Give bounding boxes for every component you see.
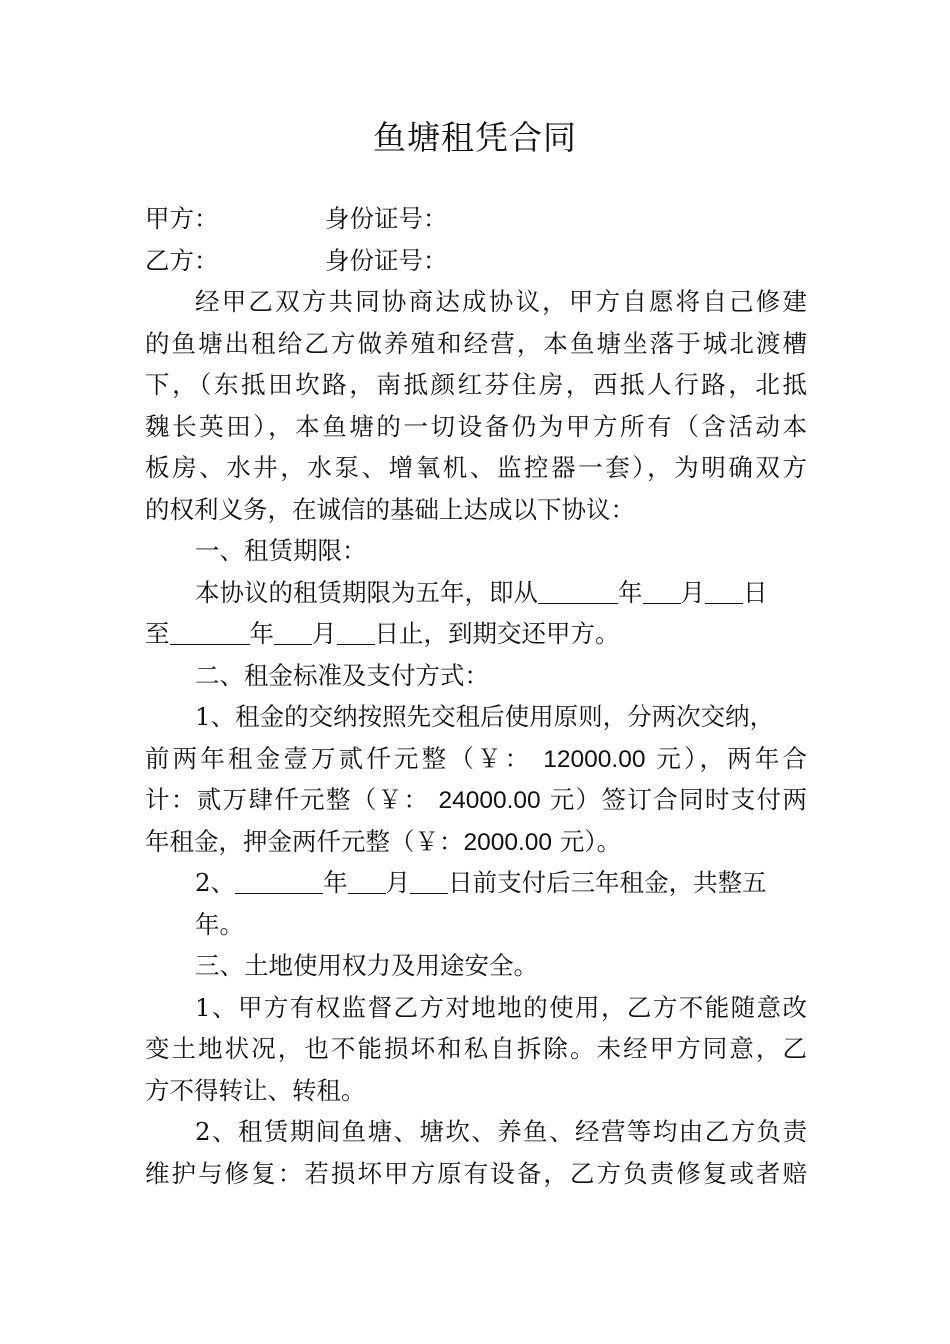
intro-line: 下，（东抵田坎路，南抵颜红芬住房，西抵人行路，北抵: [145, 370, 807, 399]
party-b-label: 乙方：: [145, 245, 219, 275]
intro-line: 的权利义务，在诚信的基础上达成以下协议：: [145, 494, 635, 524]
document-title: 鱼塘租凭合同: [373, 118, 577, 157]
lease-term-line-1: [145, 572, 807, 614]
start-year-blank[interactable]: [538, 579, 618, 604]
total-rent-amount: 24000.00: [438, 787, 541, 814]
deposit-amount: 2000.00: [463, 828, 553, 856]
end-year-blank[interactable]: [170, 620, 250, 645]
payment-month-blank[interactable]: [348, 869, 386, 894]
lease-term-suffix: 日止，到期交还甲方。: [374, 619, 620, 648]
start-day-blank[interactable]: [705, 579, 743, 604]
section-3-heading: 三、土地使用权力及用途安全。: [195, 951, 538, 980]
year-label: 年: [249, 619, 274, 648]
land-use-item-1-line: 1、甲方有权监督乙方对地地的使用，乙方不能随意改: [195, 992, 807, 1022]
payment-year-blank[interactable]: [235, 869, 323, 894]
month-label: 月: [680, 577, 705, 607]
lease-term-to: 至: [145, 619, 170, 648]
intro-line: 经甲乙双方共同协商达成协议，甲方自愿将自己修建: [195, 287, 807, 316]
section-1-heading: 一、租赁期限：: [195, 536, 367, 565]
rent-item-2-text: 日前支付后三年租金，共整五: [448, 868, 767, 897]
party-a-label: 甲方：: [145, 204, 219, 233]
land-use-item-1-line: 方不得转让、转租。: [145, 1075, 366, 1105]
document-body: [145, 198, 807, 1194]
rent-item-1-line: [145, 779, 807, 821]
land-use-item-2-line: 维护与修复：若损坏甲方原有设备，乙方负责修复或者赔: [145, 1158, 807, 1188]
party-b-row: [145, 240, 807, 282]
year-label: 年: [618, 577, 643, 607]
end-month-blank[interactable]: [274, 620, 312, 645]
rent-item-1-line: [145, 821, 807, 863]
rent-amount: 12000.00: [543, 745, 646, 773]
rent-text: 元），两年合: [656, 743, 807, 773]
rent-text: 年租金，押金两仟元整（￥：: [145, 826, 464, 856]
start-month-blank[interactable]: [643, 579, 681, 604]
land-use-item-2-line: 2、租赁期间鱼塘、塘坎、养鱼、经营等均由乙方负责: [195, 1117, 807, 1146]
month-label: 月: [385, 868, 411, 897]
rent-item-2-line: [145, 862, 807, 904]
end-day-blank[interactable]: [337, 620, 375, 645]
party-b-id-label: 身份证号：: [325, 245, 448, 275]
lease-term-line-2: [145, 613, 807, 655]
rent-item-1-line: 1、租金的交纳按照先交租后使用原则，分两次交纳，: [195, 702, 775, 731]
payment-day-blank[interactable]: [410, 869, 448, 894]
rent-item-2-line: 年。: [195, 909, 244, 939]
land-use-item-1-line: 变土地状况，也不能损坏和私自拆除。未经甲方同意，乙: [145, 1034, 807, 1063]
intro-line: 板房、水井，水泵、增氧机、监控器一套），为明确双方: [145, 453, 807, 482]
day-label: 日: [743, 577, 768, 607]
lease-term-prefix: 本协议的租赁期限为五年，即从: [195, 577, 538, 607]
rent-item-1-line: [145, 738, 807, 780]
rent-text: 计：贰万肆仟元整（￥：: [145, 785, 430, 814]
intro-line: 魏长英田），本鱼塘的一切设备仍为甲方所有（含活动本: [145, 411, 807, 441]
section-2-heading: 二、租金标准及支付方式：: [195, 660, 489, 690]
rent-text: 元）。: [559, 826, 622, 856]
month-label: 月: [312, 619, 337, 648]
rent-item-2-number: 2、: [195, 868, 236, 897]
intro-line: 的鱼塘出租给乙方做养殖和经营，本鱼塘坐落于城北渡槽: [145, 328, 807, 358]
party-a-row: [145, 198, 807, 240]
year-label: 年: [323, 868, 348, 897]
rent-text: 前两年租金壹万贰仟元整（￥：: [145, 743, 533, 773]
party-a-id-label: 身份证号：: [325, 204, 448, 233]
rent-text: 元）签订合同时支付两: [549, 785, 807, 814]
